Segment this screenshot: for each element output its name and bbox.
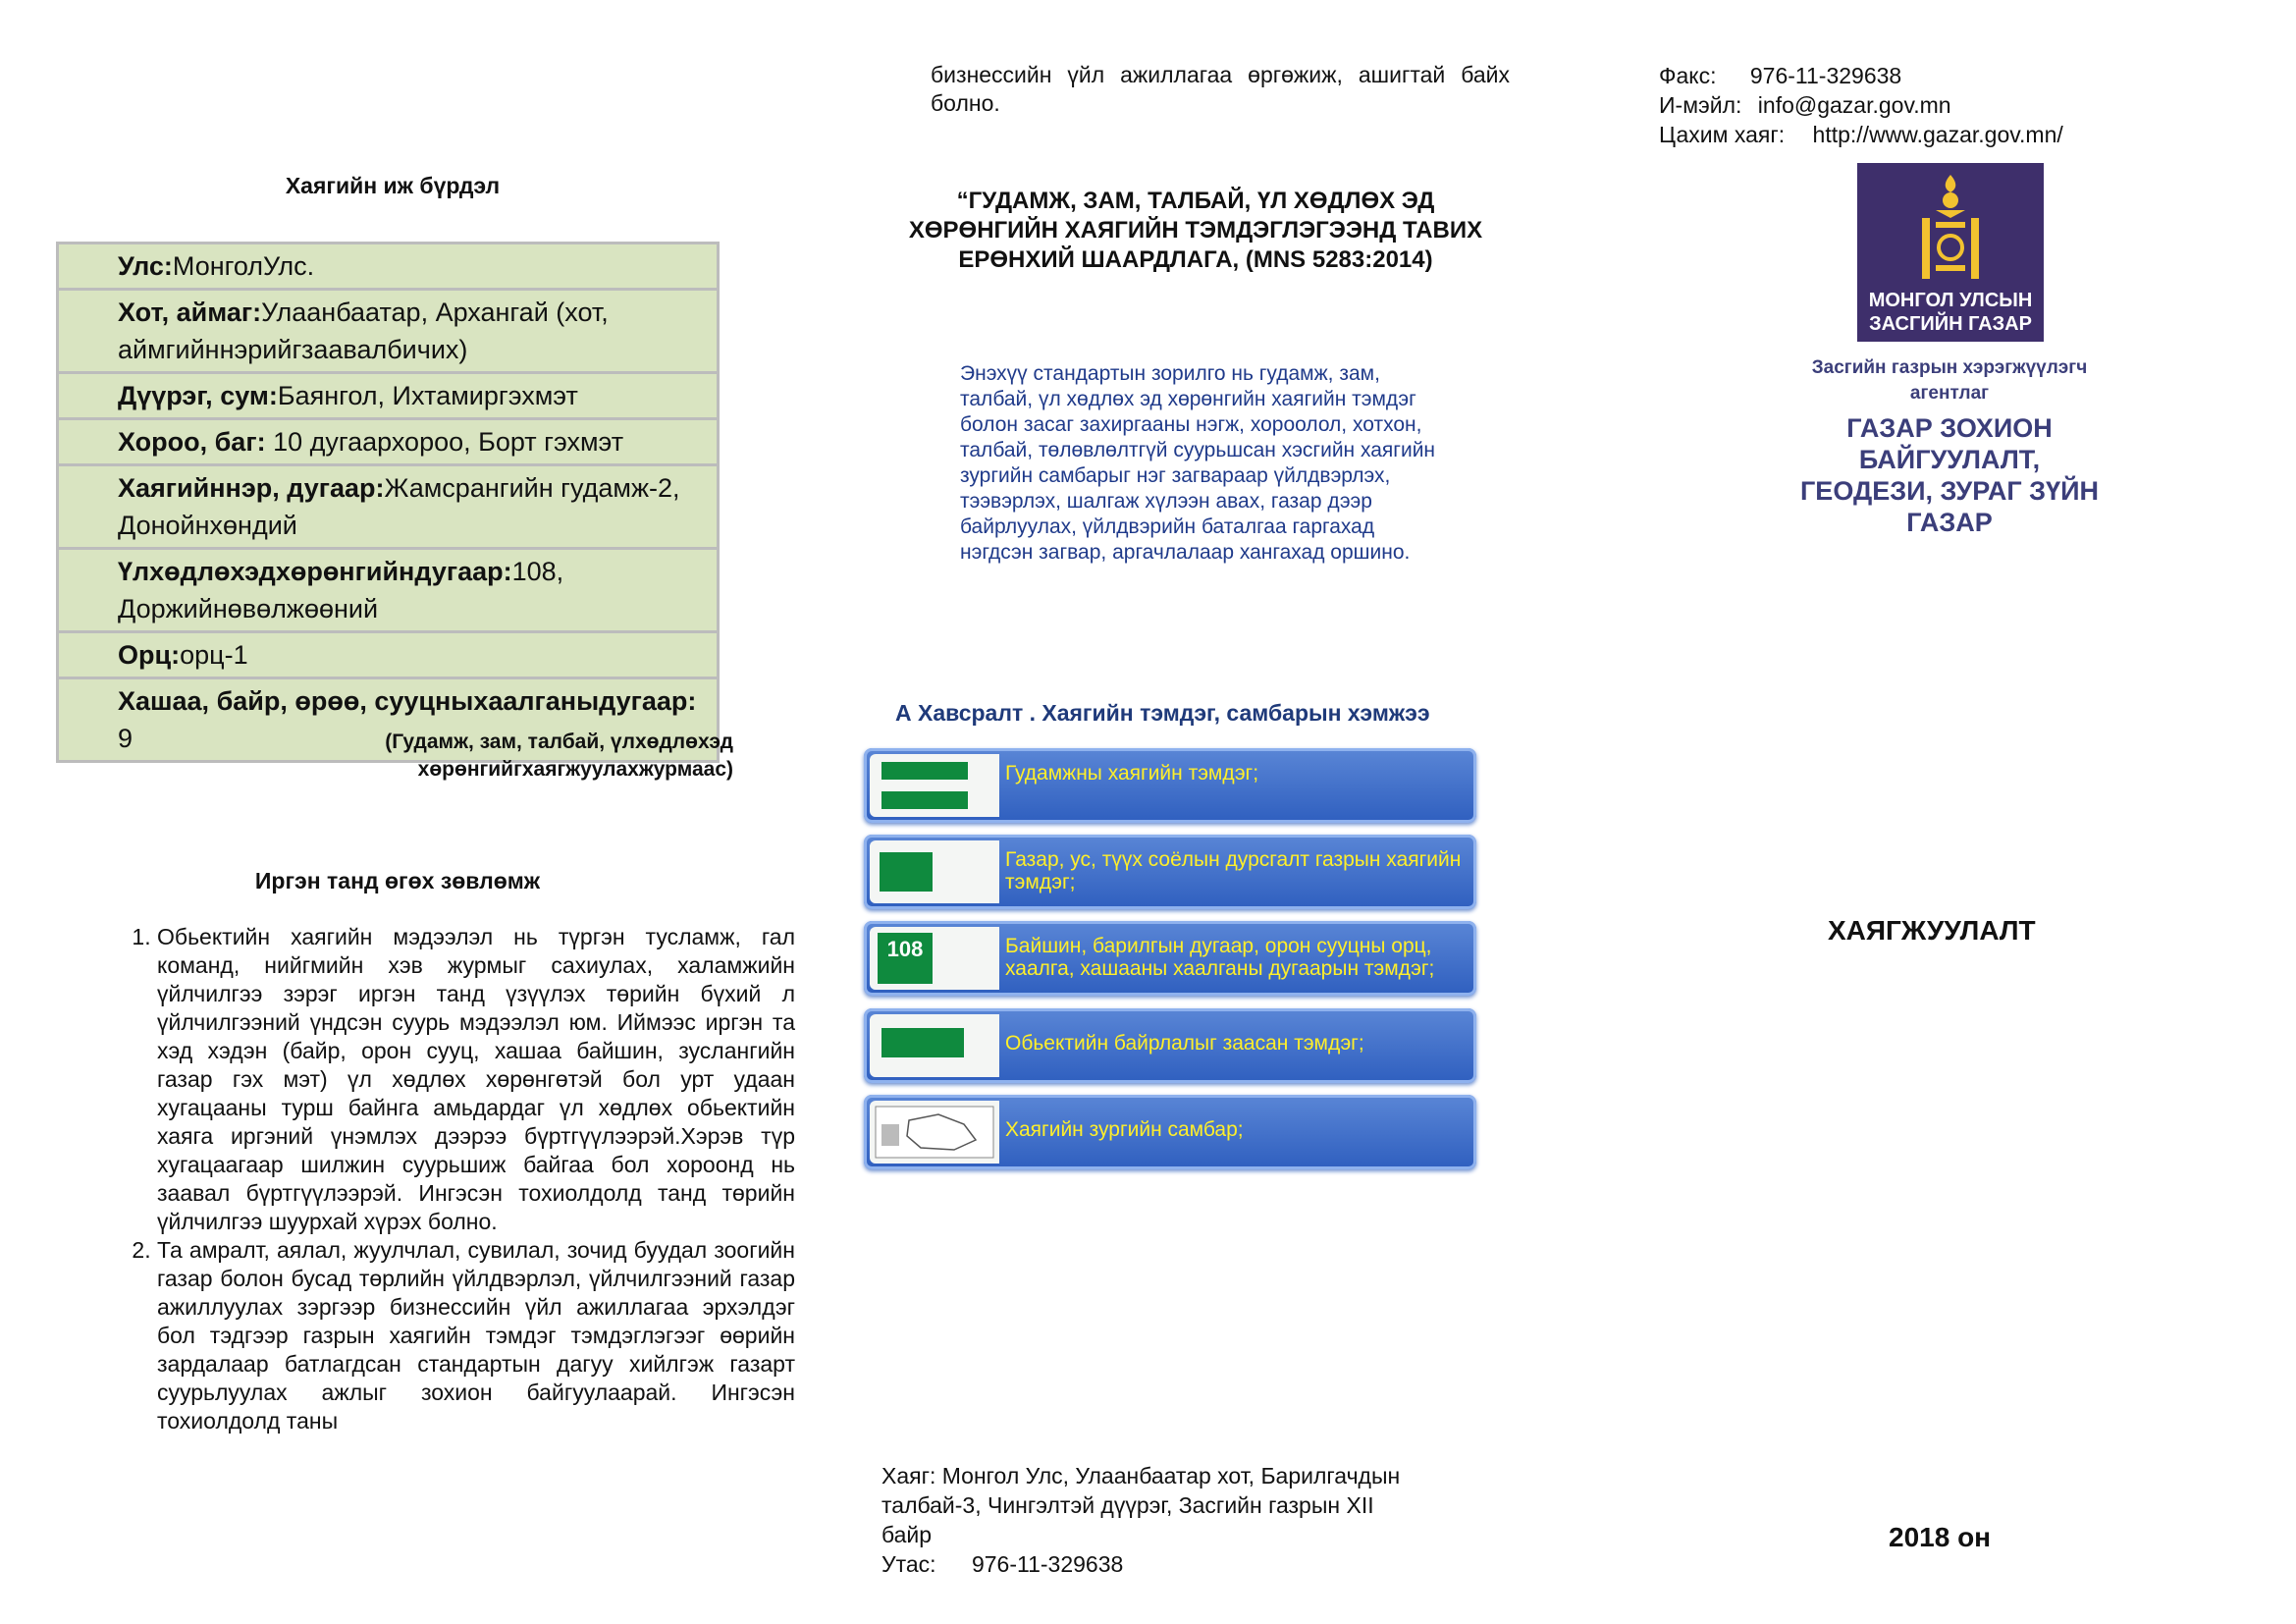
advice-list — [96, 923, 795, 1435]
row-value: Улаанбаатар, Архангай (хот, аймгийннэрийгзаавалбичих) — [118, 298, 609, 364]
row-value: 10 дугаархороо, Борт гэхмэт — [265, 427, 624, 457]
annex-item-label: Гудамжны хаягийн тэмдэг; — [1005, 762, 1259, 785]
government-logo — [1857, 163, 2044, 342]
row-label: Орц: — [118, 640, 181, 670]
annex-title: А Хавсралт . Хаягийн тэмдэг, самбарын хэмжээ — [895, 700, 1430, 726]
annex-item-label: Газар, ус, түүх соёлын дурсгалт газрын хаягийн тэмдэг; — [1005, 848, 1462, 893]
agency-name-line-1: ГАЗАР ЗОХИОН БАЙГУУЛАЛТ, — [1846, 413, 2053, 474]
logo-text-line-2: ЗАСГИЙН ГАЗАР — [1869, 313, 2032, 335]
table-cell — [58, 373, 719, 419]
address-section-title: Хаягийн иж бүрдэл — [285, 173, 501, 198]
agency-name — [1773, 355, 2126, 538]
soyombo-emblem-icon — [1857, 169, 2044, 287]
footer-address-line-1: Хаяг: Монгол Улс, Улаанбаатар хот, Барилгачдын — [881, 1463, 1401, 1489]
row-label: Хаягийннэр, дугаар: — [118, 473, 385, 503]
caption-line-2: хөрөнгийгхаягжуулахжурмаас) — [417, 758, 733, 781]
contact-info — [1659, 61, 2063, 149]
street-sign-graphic — [881, 791, 968, 809]
publication-year: 2018 он — [1889, 1522, 1992, 1552]
row-value: орц-1 — [180, 640, 248, 670]
logo-text-line-1: МОНГОЛ УЛСЫН — [1868, 290, 2033, 311]
brochure-title: ХАЯГЖУУЛАЛТ — [1828, 915, 2036, 946]
location-sign-thumbnail — [870, 1014, 999, 1077]
table-caption — [294, 729, 733, 784]
annex-item-label: Хаягийн зургийн самбар; — [1005, 1118, 1244, 1141]
email-label: И-мэйл: — [1659, 92, 1742, 118]
fax-value: 976-11-329638 — [1749, 63, 1902, 88]
table-row — [58, 290, 719, 373]
row-value: Баянгол, Ихтамиргэхмэт — [277, 381, 578, 410]
advice-item-1: 1. Обьектийн хаягийн мэдээлэл нь түргэн тусламж, гал команд, нийгмийн хэв журмыг сахиулах, халамжийн үйлчилгээ зэрэг иргэн танд үзүүлэх төрийн бүхий л үйлчилгээний үндсэн суурь мэдээлэл юм. Иймээс иргэн та хэд хэдэн (байр, орон сууц, хашаа байшин, зуслангийн газар гэх мэт) үл хөдлөх хөрөнгөтэй бол урт удаан хугацааны турш байнга амьдардаг үл хөдлөх обьектийн хаяга иргэний үнэмлэх дээрээ бүртгүүлээрэй.Хэрэв түр хугацаагаар шилжин суурьшиж байгаа бол хороонд нь заавал бүртгүүлээрэй. Ингэсэн тохиолдолд танд төрийн үйлчилгээ шуурхай хүрэх болно. — [157, 923, 795, 1236]
web-value: http://www.gazar.gov.mn/ — [1812, 122, 2063, 147]
row-label: Үлхөдлөхэдхөрөнгийндугаар: — [118, 557, 512, 586]
web-label: Цахим хаяг: — [1659, 122, 1786, 147]
table-row — [58, 465, 719, 549]
table-cell — [58, 419, 719, 465]
footer-phone-value: 976-11-329638 — [971, 1551, 1124, 1577]
table-row — [58, 419, 719, 465]
standard-title-line-3: ЕРӨНХИЙ ШААРДЛАГА, (MNS 5283:2014) — [958, 246, 1433, 273]
address-components-table — [56, 242, 720, 763]
footer-address — [881, 1461, 1510, 1579]
address-board-thumbnail — [870, 1101, 999, 1164]
map-board-icon — [870, 1101, 999, 1164]
annex-item-heritage-sign — [864, 835, 1476, 909]
contact-email — [1659, 90, 2063, 120]
annex-item-location-sign — [864, 1008, 1476, 1083]
table-cell — [58, 290, 719, 373]
advice-item-2: 2. Та амралт, аялал, жуулчлал, сувилал, зочид буудал зоогийн газар болон бусад төрлийн үйлдвэрлэл, үйлчилгээний газар ажиллуулах зэргээр бизнессийн үйл ажиллагаа эрхэлдэг бол тэдгээр газрын хаягийн тэмдэг тэмдэглэгээг өөрийн зардалаар батлагдсан стандартын дагуу хийлгэж газарт суурьлуулах ажлыг зохион байгуулаарай. Ингэсэн тохиолдолд таны — [157, 1236, 795, 1435]
agency-subtitle: Засгийн газрын хэрэгжүүлэгч агентлаг — [1811, 357, 2088, 404]
table-cell — [58, 549, 719, 632]
annex-item-address-board — [864, 1095, 1476, 1169]
standard-title-line-2: ХӨРӨНГИЙН ХАЯГИЙН ТЭМДЭГЛЭГЭЭНД ТАВИХ — [908, 217, 1483, 244]
email-value: info@gazar.gov.mn — [1757, 92, 1951, 118]
building-number-graphic: 108 — [878, 933, 933, 984]
heritage-sign-thumbnail — [870, 840, 999, 903]
table-row — [58, 549, 719, 632]
table-row — [58, 373, 719, 419]
caption-line-1: (Гудамж, зам, талбай, үлхөдлөхэд — [385, 731, 733, 753]
table-cell — [58, 632, 719, 678]
annex-item-street-sign — [864, 748, 1476, 823]
footer-phone-label: Утас: — [881, 1551, 936, 1577]
advice-section-title: Иргэн танд өгөх зөвлөмж — [254, 868, 541, 893]
table-cell — [58, 465, 719, 549]
logo-text — [1857, 289, 2044, 336]
building-number-thumbnail — [870, 927, 999, 990]
heritage-sign-graphic — [880, 852, 933, 892]
row-value: Жамсрангийн гудамж-2, Донойнхөндий — [118, 473, 680, 540]
row-value: 9 — [118, 724, 133, 753]
standard-title-line-1: “ГУДАМЖ, ЗАМ, ТАЛБАЙ, ҮЛ ХӨДЛӨХ ЭД — [956, 188, 1435, 214]
table-cell — [58, 244, 719, 290]
standard-title — [872, 187, 1520, 275]
location-sign-graphic — [881, 1028, 964, 1057]
contact-web — [1659, 120, 2063, 149]
row-label: Улс: — [118, 251, 173, 281]
row-label: Дүүрэг, сум: — [118, 381, 278, 410]
footer-address-line-2: талбай-3, Чингэлтэй дүүрэг, Засгийн газрын XII — [881, 1492, 1374, 1518]
row-label: Хот, аймаг: — [118, 298, 262, 327]
row-label: Хашаа, байр, өрөө, сууцныхаалганыдугаар: — [118, 686, 697, 716]
standard-description: Энэхүү стандартын зорилго нь гудамж, зам, талбай, үл хөдлөх эд хөрөнгийн хаягийн тэмдэг болон засаг захиргааны нэгж, хороолол, хотхон, талбай, төлөвлөлтгүй суурьшсан хэсгийн хаягийн зургийн самбарыг нэг загвараар үйлдвэрлэх, тээвэрлэх, шалгаж хүлээн авах, газар дээр байрлуулах, үйлдвэрийн баталгаа гаргахад нэгдсэн загвар, аргачлалаар хангахад оршино. — [960, 362, 1436, 564]
annex-item-label: Байшин, барилгын дугаар, орон сууцны орц, хаалга, хашааны хаалганы дугаарын тэмдэг; — [1005, 935, 1435, 980]
continued-paragraph: бизнессийн үйл ажиллагаа өргөжиж, ашигтай байх болно. — [931, 62, 1510, 116]
footer-phone — [881, 1549, 1510, 1579]
row-label: Хороо, баг: — [118, 427, 266, 457]
table-row — [58, 244, 719, 290]
contact-fax — [1659, 61, 2063, 90]
street-sign-graphic — [881, 762, 968, 780]
annex-item-label: Обьектийн байрлалыг заасан тэмдэг; — [1005, 1032, 1364, 1055]
annex-item-building-number — [864, 921, 1476, 996]
footer-address-line-3: байр — [881, 1522, 933, 1547]
street-sign-thumbnail — [870, 754, 999, 817]
row-value: 108, Доржийнөвөлжөөний — [118, 557, 564, 623]
agency-name-line-2: ГЕОДЕЗИ, ЗУРАГ ЗҮЙН ГАЗАР — [1800, 476, 2099, 537]
fax-label: Факс: — [1659, 63, 1717, 88]
row-value: МонголУлс. — [172, 251, 315, 281]
table-row — [58, 632, 719, 678]
